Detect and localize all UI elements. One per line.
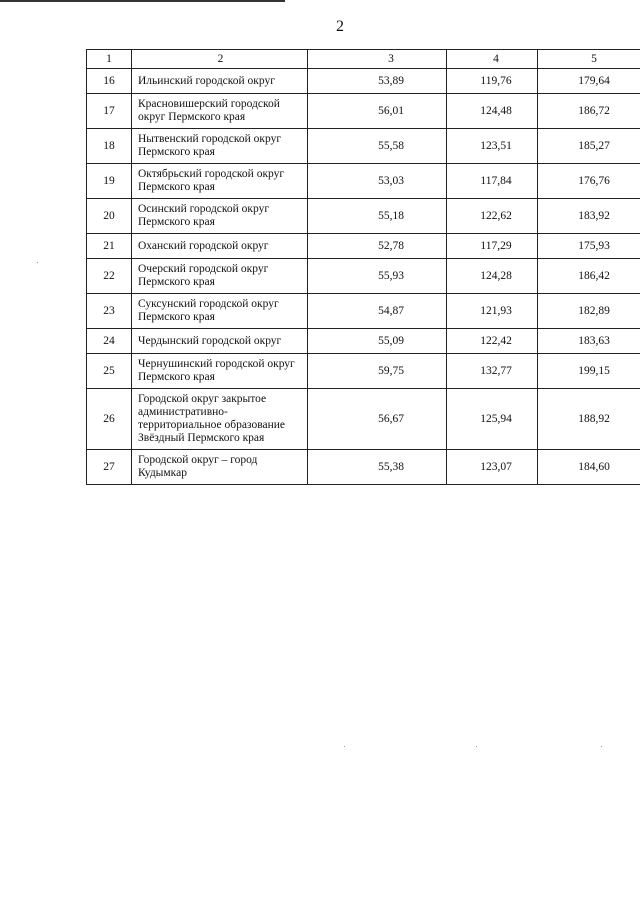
value-col4-cell: 122,42: [447, 329, 538, 354]
municipality-name-cell: Суксунский городской округ Пермского края: [132, 294, 308, 329]
value-col4-cell: 124,28: [447, 259, 538, 294]
table-row: [87, 94, 640, 129]
value-col5-cell: 186,72: [538, 94, 640, 129]
row-number-cell: 22: [87, 259, 132, 294]
data-table: [86, 49, 640, 485]
row-number-cell: 17: [87, 94, 132, 129]
row-number-cell: 18: [87, 129, 132, 164]
column-header: 4: [447, 50, 538, 69]
top-edge-line: [0, 0, 285, 2]
value-col4-cell: 122,62: [447, 199, 538, 234]
value-col3-cell: 53,89: [308, 69, 447, 94]
row-number-cell: 24: [87, 329, 132, 354]
value-col3-cell: 52,78: [308, 234, 447, 259]
value-col5-cell: 183,63: [538, 329, 640, 354]
value-col5-cell: 199,15: [538, 354, 640, 389]
scan-speck: [601, 746, 602, 747]
value-col3-cell: 59,75: [308, 354, 447, 389]
page-number: 2: [336, 18, 344, 35]
table-row: [87, 329, 640, 354]
scan-speck: [37, 262, 38, 263]
municipality-name-cell: Очерский городской округ Пермского края: [132, 259, 308, 294]
table-row: [87, 234, 640, 259]
municipality-name-cell: Чердынский городской округ: [132, 329, 308, 354]
value-col3-cell: 55,58: [308, 129, 447, 164]
row-number-cell: 25: [87, 354, 132, 389]
municipality-name-cell: Нытвенский городской округ Пермского края: [132, 129, 308, 164]
value-col5-cell: 184,60: [538, 450, 640, 485]
value-col3-cell: 55,38: [308, 450, 447, 485]
value-col4-cell: 119,76: [447, 69, 538, 94]
table-row: [87, 389, 640, 450]
value-col5-cell: 175,93: [538, 234, 640, 259]
row-number-cell: 21: [87, 234, 132, 259]
value-col4-cell: 124,48: [447, 94, 538, 129]
table-row: [87, 164, 640, 199]
table-body: [87, 50, 640, 485]
table-row: [87, 259, 640, 294]
row-number-cell: 26: [87, 389, 132, 450]
value-col5-cell: 183,92: [538, 199, 640, 234]
table-row: [87, 69, 640, 94]
value-col5-cell: 182,89: [538, 294, 640, 329]
value-col5-cell: 179,64: [538, 69, 640, 94]
column-header: 2: [132, 50, 308, 69]
value-col4-cell: 121,93: [447, 294, 538, 329]
value-col5-cell: 185,27: [538, 129, 640, 164]
value-col3-cell: 55,09: [308, 329, 447, 354]
table-row: [87, 199, 640, 234]
value-col3-cell: 54,87: [308, 294, 447, 329]
municipality-name-cell: Красновишерский городской округ Пермского края: [132, 94, 308, 129]
table-row: [87, 294, 640, 329]
value-col5-cell: 176,76: [538, 164, 640, 199]
value-col4-cell: 123,51: [447, 129, 538, 164]
column-header: 1: [87, 50, 132, 69]
row-number-cell: 27: [87, 450, 132, 485]
scan-speck: [476, 746, 477, 747]
column-header: 5: [538, 50, 640, 69]
value-col3-cell: 55,93: [308, 259, 447, 294]
value-col3-cell: 55,18: [308, 199, 447, 234]
row-number-cell: 19: [87, 164, 132, 199]
value-col4-cell: 117,29: [447, 234, 538, 259]
table-header-row: [87, 50, 640, 69]
municipality-name-cell: Осинский городской округ Пермского края: [132, 199, 308, 234]
row-number-cell: 23: [87, 294, 132, 329]
row-number-cell: 16: [87, 69, 132, 94]
value-col4-cell: 132,77: [447, 354, 538, 389]
value-col3-cell: 56,01: [308, 94, 447, 129]
table-row: [87, 450, 640, 485]
value-col4-cell: 125,94: [447, 389, 538, 450]
municipality-name-cell: Чернушинский городской округ Пермского края: [132, 354, 308, 389]
value-col5-cell: 186,42: [538, 259, 640, 294]
column-header: 3: [308, 50, 447, 69]
value-col4-cell: 117,84: [447, 164, 538, 199]
value-col3-cell: 53,03: [308, 164, 447, 199]
scan-speck: [344, 746, 345, 747]
municipality-name-cell: Городской округ – город Кудымкар: [132, 450, 308, 485]
value-col5-cell: 188,92: [538, 389, 640, 450]
table-row: [87, 129, 640, 164]
value-col4-cell: 123,07: [447, 450, 538, 485]
row-number-cell: 20: [87, 199, 132, 234]
table-row: [87, 354, 640, 389]
municipality-name-cell: Ильинский городской округ: [132, 69, 308, 94]
value-col3-cell: 56,67: [308, 389, 447, 450]
municipality-name-cell: Городской округ закрытое административно-территориальное образование Звёздный Пермского края: [132, 389, 308, 450]
municipality-name-cell: Оханский городской округ: [132, 234, 308, 259]
municipality-name-cell: Октябрьский городской округ Пермского края: [132, 164, 308, 199]
